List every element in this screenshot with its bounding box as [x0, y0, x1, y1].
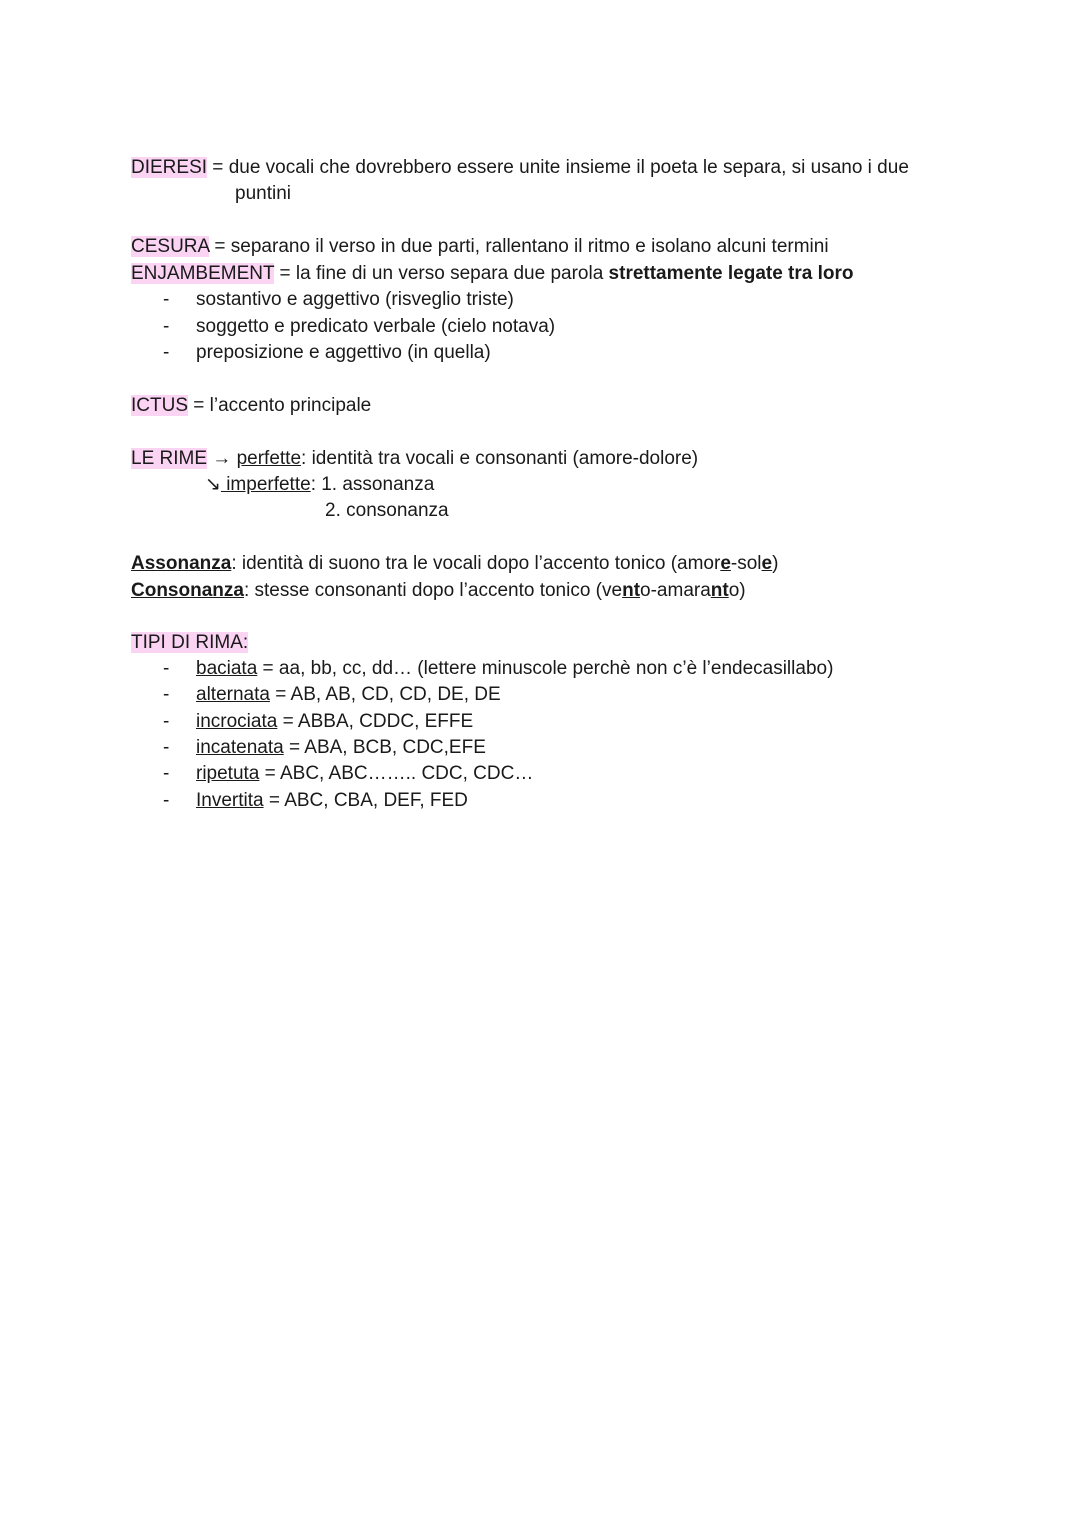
- consonanza-line: Consonanza: stesse consonanti dopo l’accento tonico (vento-amaranto): [131, 580, 746, 601]
- dieresi-line: [131, 155, 909, 181]
- enjambement-bold: strettamente legate tra loro: [608, 263, 854, 284]
- ictus-term: ICTUS: [131, 395, 188, 416]
- consonanza-term: Consonanza: [131, 580, 244, 601]
- rime-item-2: 2. consonanza: [325, 500, 449, 521]
- dieresi-term: DIERESI: [131, 157, 208, 178]
- ictus-sep: =: [188, 395, 210, 416]
- cesura-line: [131, 234, 829, 260]
- list-item: - preposizione e aggettivo (in quella): [163, 342, 491, 363]
- rime-term: LE RIME: [131, 448, 208, 469]
- dieresi-sep: =: [207, 157, 229, 178]
- tipi-line: [131, 630, 248, 656]
- enjambement-sep: =: [274, 263, 296, 284]
- rime-perfette-text: : identità tra vocali e consonanti (amore-dolore): [301, 448, 699, 469]
- list-item: - soggetto e predicato verbale (cielo notava): [163, 316, 556, 337]
- list-item: - incrociata = ABBA, CDDC, EFFE: [163, 711, 474, 732]
- dieresi-cont: puntini: [235, 183, 291, 204]
- rime-imperfette-text: : 1. assonanza: [310, 474, 435, 495]
- rime-line: [131, 446, 698, 472]
- list-item: - incatenata = ABA, BCB, CDC,EFE: [163, 737, 486, 758]
- list-item: - alternata = AB, AB, CD, CD, DE, DE: [163, 684, 501, 705]
- dieresi-text: due vocali che dovrebbero essere unite insieme il poeta le separa, si usano i due: [228, 157, 909, 178]
- cesura-term: CESURA: [131, 236, 210, 257]
- rime-perfette: perfette: [236, 448, 302, 469]
- tipi-term: TIPI DI RIMA:: [131, 632, 249, 653]
- list-item: - sostantivo e aggettivo (risveglio triste): [163, 289, 514, 310]
- rime-arrow-down: ↘: [205, 474, 221, 495]
- rime-imperfette: imperfette: [220, 474, 311, 495]
- rime-imperfette-line: [205, 472, 434, 498]
- list-item: - ripetuta = ABC, ABC…….. CDC, CDC…: [163, 763, 534, 784]
- assonanza-line: Assonanza: identità di suono tra le vocali dopo l’accento tonico (amore-sole): [131, 553, 779, 574]
- enjambement-term: ENJAMBEMENT: [131, 263, 275, 284]
- assonanza-term: Assonanza: [131, 553, 232, 574]
- enjambement-text: la fine di un verso separa due parola: [295, 263, 609, 284]
- cesura-text: separano il verso in due parti, rallentano il ritmo e isolano alcuni termini: [230, 236, 829, 257]
- ictus-text: l’accento principale: [209, 395, 372, 416]
- ictus-line: [131, 393, 371, 419]
- list-item: - Invertita = ABC, CBA, DEF, FED: [163, 790, 468, 811]
- list-item: - baciata = aa, bb, cc, dd… (lettere minuscole perchè non c’è l’endecasillabo): [163, 658, 834, 679]
- cesura-sep: =: [209, 236, 231, 257]
- enjambement-line: [131, 261, 854, 287]
- rime-arrow: →: [207, 448, 237, 469]
